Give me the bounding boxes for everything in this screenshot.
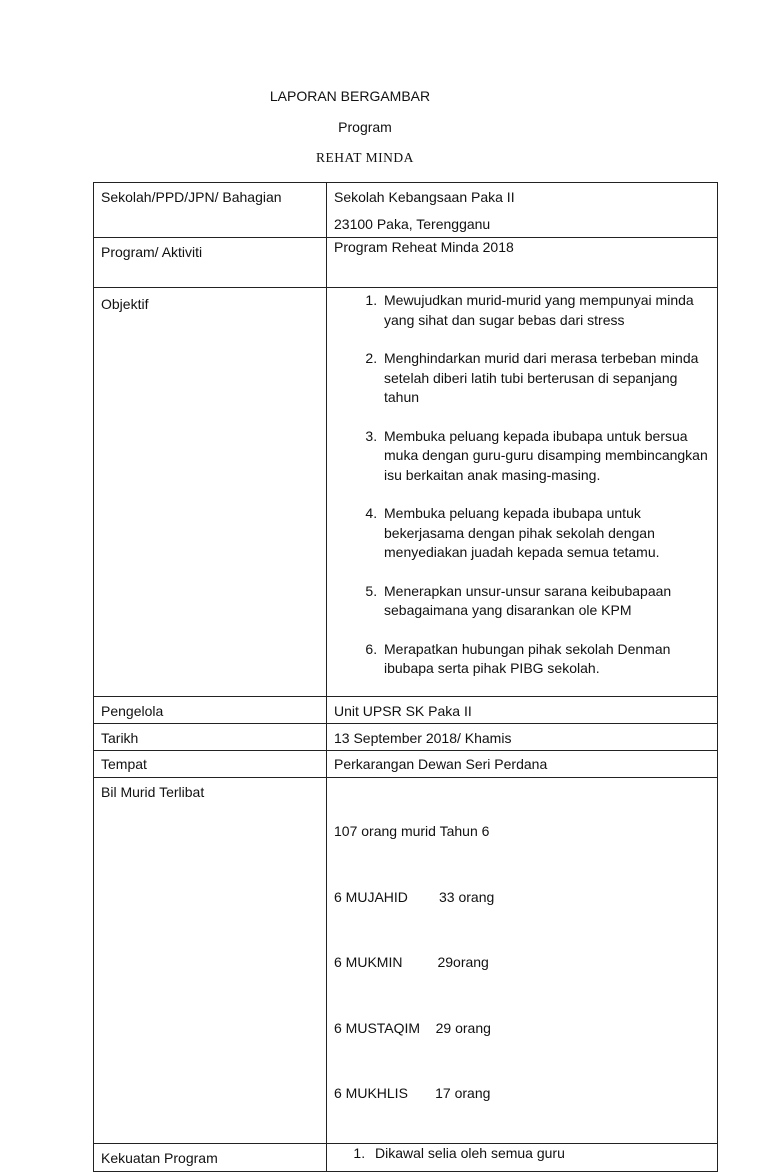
row-tarikh [94,724,718,751]
label-bil-murid: Bil Murid Terlibat [94,778,327,1144]
row-tempat [94,751,718,778]
label-sekolah: Sekolah/PPD/JPN/ Bahagian [94,183,327,238]
murid-total: 107 orang murid Tahun 6 [334,823,490,839]
value-objektif [327,288,718,697]
objektif-item: 2. Menghindarkan murid dari merasa terbeban minda setelah diberi latih tubi berterusan di sepanjang tahun [381,349,711,408]
value-sekolah [327,183,718,238]
program-name: REHAT MINDA [316,150,414,165]
label-objektif: Objektif [94,288,327,697]
objektif-item: 5. Menerapkan unsur-unsur sarana keibubapaan sebagaimana yang disarankan ole KPM [381,582,711,621]
objektif-item: 6. Merapatkan hubungan pihak sekolah Denman ibubapa serta pihak PIBG sekolah. [381,640,711,679]
sekolah-address: 23100 Paka, Terengganu [334,215,491,232]
kekuatan-list [334,1144,711,1164]
value-tarikh: 13 September 2018/ Khamis [327,724,718,751]
report-subtitle: Program [338,119,392,135]
objektif-item: 3. Membuka peluang kepada ibubapa untuk bersua muka dengan guru-guru disamping membincangkan isu berkaitan anak masing-masing. [381,427,711,486]
murid-class-line: 6 MUKHLIS 17 orang [334,1085,491,1101]
row-bil-murid [94,778,718,1144]
objektif-item: 4. Membuka peluang kepada ibubapa untuk bekerjasama dengan pihak sekolah dengan menyediakan juadah kepada semua tetamu. [381,504,711,563]
label-tempat: Tempat [94,751,327,778]
label-kekuatan: Kekuatan Program [94,1143,327,1171]
value-kekuatan [327,1143,718,1171]
sekolah-name: Sekolah Kebangsaan Paka II [334,189,515,205]
row-sekolah [94,183,718,238]
murid-class-line: 6 MUJAHID 33 orang [334,888,495,905]
value-program: Program Reheat Minda 2018 [327,238,718,288]
label-program: Program/ Aktiviti [94,238,327,288]
row-program [94,238,718,288]
murid-class-line: 6 MUSTAQIM 29 orang [334,1019,491,1036]
value-tempat: Perkarangan Dewan Seri Perdana [327,751,718,778]
report-title: LAPORAN BERGAMBAR [269,88,431,104]
row-objektif [94,288,718,697]
objektif-item: 1. Mewujudkan murid-murid yang mempunyai minda yang sihat dan sugar bebas dari stress [381,291,711,330]
label-pengelola: Pengelola [94,697,327,724]
objektif-list [334,291,711,679]
value-bil-murid [327,778,718,1144]
row-kekuatan [94,1143,718,1171]
label-tarikh: Tarikh [94,724,327,751]
murid-class-line: 6 MUKMIN 29orang [334,954,489,970]
report-table [93,182,718,1172]
kekuatan-item: 1. Dikawal selia oleh semua guru [369,1144,711,1164]
row-pengelola [94,697,718,724]
value-pengelola: Unit UPSR SK Paka II [327,697,718,724]
